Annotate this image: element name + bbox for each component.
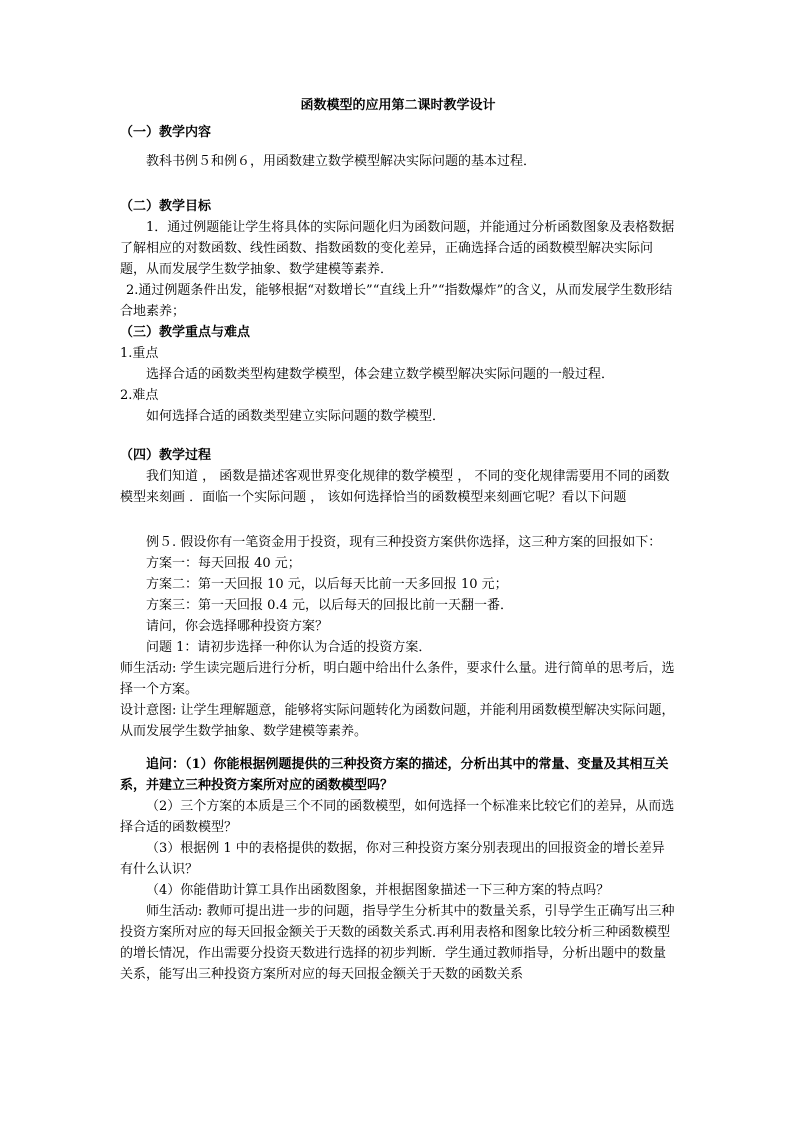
paragraph-teaching-content: 教科书例５和例６，用函数建立数学模型解决实际问题的基本过程． [146, 154, 537, 169]
paragraph-difficulty: 如何选择合适的函数类型建立实际问题的数学模型． [146, 409, 446, 424]
follow-up-2: （2）三个方案的本质是三个不同的函数模型，如何选择一个标准来比较它们的差异，从而选择合适的函数模型？ [120, 799, 675, 835]
document-title: 函数模型的应用第二课时教学设计 [300, 98, 496, 113]
plan-1: 方案一：每天回报 40 元； [146, 556, 301, 571]
paragraph-goal-1: 1．通过例题能让学生将具体的实际问题化归为函数问题，并能通过分析函数图象及表格数据了解相应的对数函数、线性函数、指数函数的变化差异，正确选择合适的函数模型解决实际问题，从而发展学生数学抽象、数学建模等素养． [120, 220, 675, 277]
follow-up-1-text: （1）你能根据例题提供的三种投资方案的描述，分析出其中的常量、变量及其相互关系，并建立三种投资方案所对应的函数模型吗？ [120, 757, 669, 793]
follow-up-3: （3）根据例 1 中的表格提供的数据，你对三种投资方案分别表现出的回报资金的增长差异有什么认识？ [120, 841, 665, 877]
label-key-point: 1.重点 [120, 346, 159, 361]
label-difficulty: 2.难点 [120, 388, 159, 403]
design-intent-1: 设计意图: 让学生理解题意，能够将实际问题转化为函数问题，并能利用函数模型解决实际问题，从而发展学生数学抽象、数学建模等素养。 [120, 703, 675, 739]
teacher-student-activity-1: 师生活动: 学生读完题后进行分析，明白题中给出什么条件，要求什么量。进行简单的思考后，选择一个方案。 [120, 661, 675, 697]
section-heading-teaching-content: （一）教学内容 [120, 125, 212, 140]
document-body [120, 96, 676, 985]
teacher-student-activity-2: 师生活动: 教师可提出进一步的问题，指导学生分析其中的数量关系，引导学生正确写出三种投资方案所对应的每天回报金额关于天数的函数关系式.再利用表格和图象比较分析三种函数模型的增长情况，作出需要分投资天数进行选择的初步判断．学生通过教师指导，分析出题中的数量关系，能写出三种投资方案所对应的每天回报金额关于天数的函数关系 [120, 904, 675, 982]
paragraph-intro: 我们知道 ， 函数是描述客观世界变化规律的数学模型 ， 不同的变化规律需要用不同的函数模型来刻画 ．面临一个实际问题 ， 该如何选择恰当的函数模型来刻画它呢？看以下问题 [120, 469, 670, 505]
section-heading-teaching-process: （四）教学过程 [120, 448, 212, 463]
follow-up-4: （4）你能借助计算工具作出函数图象，并根据图象描述一下三种方案的特点吗？ [146, 883, 610, 898]
question-which-plan: 请问，你会选择哪种投资方案？ [146, 619, 329, 634]
paragraph-example-5: 例５. 假设你有一笔资金用于投资，现有三种投资方案供你选择，这三种方案的回报如下： [146, 535, 662, 550]
section-heading-teaching-goals: （二）教学目标 [120, 199, 212, 214]
section-heading-key-points: （三）教学重点与难点 [120, 325, 251, 340]
paragraph-goal-2: 2.通过例题条件出发，能够根据“对数增长”“直线上升”“指数爆炸”的含义，从而发展学生数形结合地素养； [120, 283, 673, 319]
question-1: 问题 1：请初步选择一种你认为合适的投资方案． [146, 640, 432, 655]
follow-up-label: 追问： [146, 757, 186, 772]
follow-up-1 [120, 754, 676, 796]
plan-3: 方案三：第一天回报 0.4 元，以后每天的回报比前一天翻一番． [146, 598, 513, 613]
plan-2: 方案二：第一天回报 10 元，以后每天比前一天多回报 10 元； [146, 577, 508, 592]
paragraph-key-point: 选择合适的函数类型构建数学模型，体会建立数学模型解决实际问题的一般过程． [146, 367, 615, 382]
